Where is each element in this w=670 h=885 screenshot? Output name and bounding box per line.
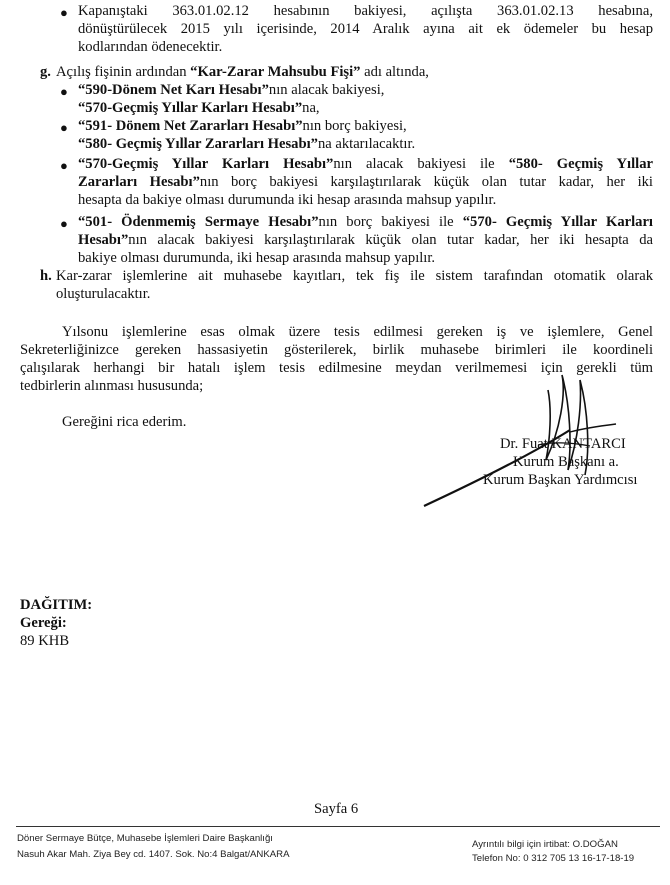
bullet-icon: ● bbox=[60, 158, 68, 173]
distribution-label: Gereği: bbox=[20, 615, 67, 631]
page-number: Sayfa 6 bbox=[314, 801, 359, 817]
footer-contact: Ayrıntılı bilgi için irtibat: O.DOĞAN bbox=[472, 839, 618, 850]
footer-department: Döner Sermaye Bütçe, Muhasebe İşlemleri Daire Başkanlığı bbox=[17, 833, 273, 844]
bullet-icon: ● bbox=[60, 5, 68, 20]
distribution-value: 89 KHB bbox=[20, 633, 70, 649]
h-line1: Kar-zarar işlemlerine ait muhasebe kayıtları, tek fiş ile sistem tarafından otomatik olarak bbox=[56, 268, 653, 284]
footer-phone: Telefon No: 0 312 705 13 16-17-18-19 bbox=[472, 853, 635, 864]
h-line2: oluşturulacaktır. bbox=[56, 286, 151, 302]
g-bullet1-line2: “570-Geçmiş Yıllar Karları Hesabı”na, bbox=[78, 100, 320, 116]
item-letter-g: g. bbox=[40, 64, 51, 80]
distribution-title: DAĞITIM: bbox=[20, 597, 93, 613]
g-bullet3-line1: “570-Geçmiş Yıllar Karları Hesabı”nın alacak bakiyesi ile “580- Geçmiş Yıllar bbox=[78, 156, 653, 172]
item-letter-h: h. bbox=[40, 268, 52, 284]
g-bullet1-line1: “590-Dönem Net Karı Hesabı”nın alacak bakiyesi, bbox=[78, 82, 385, 98]
g-intro: Açılış fişinin ardından “Kar-Zarar Mahsubu Fişi” adı altında, bbox=[56, 64, 429, 80]
list-item-top-line2: dönüştürülecek 2015 yılı içerisinde, 2014 Aralık ayına ait ek ödemeler bu hesap bbox=[78, 21, 653, 37]
g-bullet4-line2: Hesabı”nın alacak bakiyesi karşılaştırılarak küçük olan tutar kadar, her iki hesapta da bbox=[78, 232, 653, 248]
list-item-top-line3: kodlarından ödenecektir. bbox=[78, 39, 223, 55]
closing-paragraph-line1: Yılsonu işlemlerine esas olmak üzere tesis edilmesi gereken iş ve işlemlere, Genel bbox=[62, 324, 653, 340]
bullet-icon: ● bbox=[60, 84, 68, 99]
g-bullet3-line2: Zararları Hesabı”nın borç bakiyesi karşılaştırılarak küçük olan tutar kadar, her iki bbox=[78, 174, 653, 190]
g-bullet2-line2: “580- Geçmiş Yıllar Zararları Hesabı”na aktarılacaktır. bbox=[78, 136, 416, 152]
signatory-name: Dr. Fuat KANTARCI bbox=[500, 436, 626, 452]
signatory-role-title: Kurum Başkan Yardımcısı bbox=[483, 472, 638, 488]
closing-paragraph-line4: tedbirlerin alınması hususunda; bbox=[20, 378, 204, 394]
footer-divider bbox=[16, 826, 660, 827]
g-bullet4-line1: “501- Ödenmemiş Sermaye Hesabı”nın borç bakiyesi ile “570- Geçmiş Yıllar Karları bbox=[78, 214, 653, 230]
request-line: Gereğini rica ederim. bbox=[62, 414, 187, 430]
closing-paragraph-line2: Sekreterliğinizce gereken hassasiyetin gösterilerek, birlik muhasebe birimleri ile koordineli bbox=[20, 342, 653, 358]
bullet-icon: ● bbox=[60, 216, 68, 231]
bullet-icon: ● bbox=[60, 120, 68, 135]
closing-paragraph-line3: çalışılarak herhangi bir hatalı işlem tesis edilmesine meydan verilmemesi için gerekli tüm bbox=[20, 360, 653, 376]
g-bullet3-line3: hesapta da bakiye olması durumunda iki hesap arasında mahsup yapılır. bbox=[78, 192, 497, 208]
footer-address: Nasuh Akar Mah. Ziya Bey cd. 1407. Sok. No:4 Balgat/ANKARA bbox=[17, 849, 290, 860]
g-bullet2-line1: “591- Dönem Net Zararları Hesabı”nın borç bakiyesi, bbox=[78, 118, 407, 134]
signatory-role-acting: Kurum Başkanı a. bbox=[513, 454, 619, 470]
g-bullet4-line3: bakiye olması durumunda, iki hesap arasında mahsup yapılır. bbox=[78, 250, 436, 266]
list-item-top-line1: Kapanıştaki 363.01.02.12 hesabının bakiyesi, açılışta 363.01.02.13 hesabına, bbox=[78, 3, 653, 19]
